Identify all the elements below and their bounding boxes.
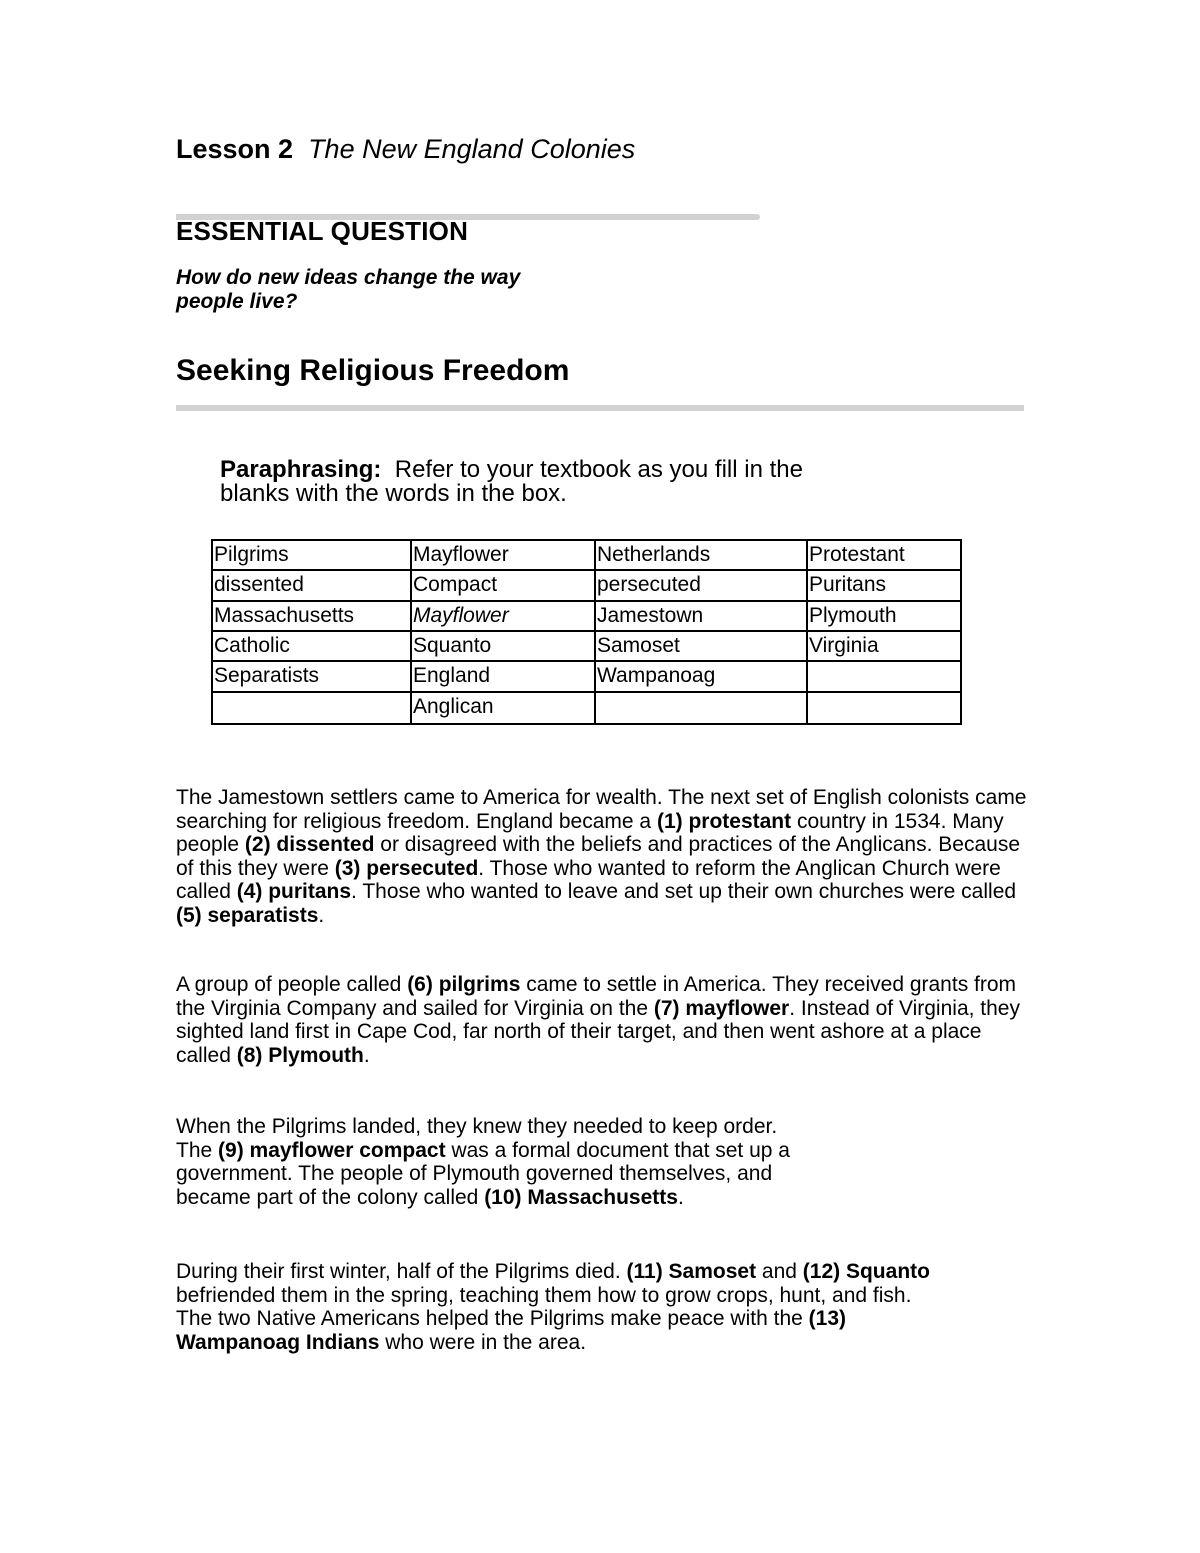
paragraph-text: or disagreed with the beliefs and practices of the Anglicans. Because of this they were — [176, 833, 1020, 880]
word-box-cell-empty — [808, 693, 960, 723]
word-box-cell: Netherlands — [596, 541, 808, 571]
lesson-label: Lesson 2 — [176, 134, 294, 164]
paragraph-4 — [176, 1260, 936, 1354]
word-box-cell: persecuted — [596, 571, 808, 601]
answer-3: (3) persecuted — [334, 856, 479, 880]
answer-6: (6) pilgrims — [407, 973, 521, 996]
word-box-cell: Plymouth — [808, 602, 960, 632]
paragraph-text: was a formal document that set up a government. The people of Plymouth governed themselves, and became part of the colony called — [176, 1138, 790, 1209]
word-box-cell: dissented — [213, 571, 412, 601]
answer-13: (13) Wampanoag Indians — [176, 1307, 846, 1354]
paragraph-1 — [176, 786, 1036, 927]
word-box-cell: Puritans — [808, 571, 960, 601]
paragraph-text: country in 1534. Many people — [176, 809, 1004, 856]
paragraph-text: and — [756, 1260, 803, 1283]
paragraph-3 — [176, 1115, 816, 1209]
answer-9: (9) mayflower compact — [218, 1138, 446, 1162]
paragraph-text: who were in the area. — [379, 1330, 587, 1354]
essential-question-text: How do new ideas change the way people live? — [176, 266, 521, 313]
paragraph-text: . — [318, 903, 325, 927]
instruction — [220, 458, 840, 506]
word-box-cell: Virginia — [808, 632, 960, 662]
word-box-cell: Samoset — [596, 632, 808, 662]
answer-11: (11) Samoset — [626, 1260, 757, 1283]
paragraph-text: The Jamestown settlers came to America for wealth. The next set of English colonists came searching for religious freedom. England became a — [176, 786, 1027, 833]
paragraph-text: came to settle in America. They received grants from the Virginia Company and sailed for Virginia on the — [176, 973, 1017, 1020]
paragraph-text: When the Pilgrims landed, they knew they needed to keep order. The — [176, 1115, 778, 1162]
paragraph-text: . Those who wanted to leave and set up their own churches were called — [351, 880, 1017, 903]
paragraph-text: . Those who wanted to reform the Anglican Church were called — [176, 856, 1001, 903]
word-box-cell: England — [412, 662, 596, 692]
paragraph-text: . — [363, 1043, 370, 1067]
word-box-cell: Squanto — [412, 632, 596, 662]
answer-8: (8) Plymouth — [236, 1043, 364, 1067]
word-box-cell: Jamestown — [596, 602, 808, 632]
word-box-cell: Anglican — [412, 693, 596, 723]
paragraph-text: befriended them in the spring, teaching them how to grow crops, hunt, and fish. The two Native Americans helped the Pilgrims make peace with the — [176, 1283, 912, 1330]
word-box-cell: Catholic — [213, 632, 412, 662]
answer-5: (5) separatists — [176, 903, 319, 927]
answer-4: (4) puritans — [236, 880, 352, 903]
paragraph-text: . Instead of Virginia, they sighted land first in Cape Cod, far north of their target, and then went ashore at a place called — [176, 996, 1020, 1067]
paragraph-text: . — [677, 1185, 684, 1209]
word-box-cell-empty — [808, 662, 960, 692]
answer-10: (10) Massachusetts — [484, 1185, 678, 1209]
answer-2: (2) dissented — [244, 833, 375, 856]
word-box-cell: Separatists — [213, 662, 412, 692]
instruction-label: Paraphrasing: — [220, 456, 382, 483]
word-box-cell: Massachusetts — [213, 602, 412, 632]
word-box-cell-empty — [596, 693, 808, 723]
word-box-cell: Mayflower — [412, 541, 596, 571]
section-divider — [176, 405, 1024, 411]
section-title: Seeking Religious Freedom — [176, 354, 570, 387]
paragraph-text: During their first winter, half of the Pilgrims died. — [176, 1260, 627, 1283]
paragraph-2 — [176, 973, 1036, 1067]
answer-12: (12) Squanto — [802, 1260, 930, 1283]
essential-question-heading: ESSENTIAL QUESTION — [176, 216, 469, 246]
answer-1: (1) protestant — [656, 809, 792, 833]
word-box-cell: Wampanoag — [596, 662, 808, 692]
answer-7: (7) mayflower — [653, 996, 790, 1020]
word-box-cell: Pilgrims — [213, 541, 412, 571]
word-box — [211, 539, 962, 725]
lesson-name: The New England Colonies — [308, 134, 636, 164]
word-box-cell: Protestant — [808, 541, 960, 571]
word-box-cell: Compact — [412, 571, 596, 601]
word-box-cell: Mayflower — [412, 602, 596, 632]
paragraph-text: A group of people called — [176, 973, 408, 996]
lesson-title — [176, 134, 635, 165]
word-box-cell-empty — [213, 693, 412, 723]
instruction-text: Refer to your textbook as you fill in the blanks with the words in the box. — [220, 456, 803, 507]
